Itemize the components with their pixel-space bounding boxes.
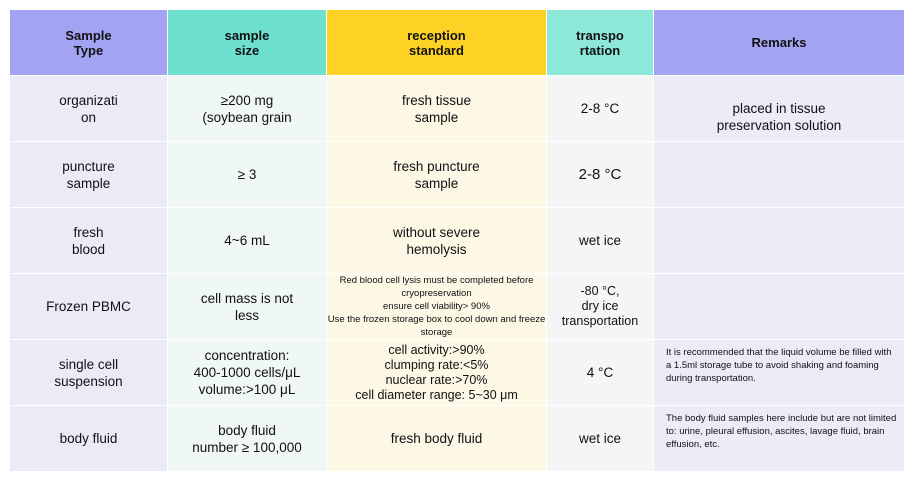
table-row	[10, 406, 905, 472]
cell-reception-standard: cell activity:>90% clumping rate:<5% nuclear rate:>70% cell diameter range: 5~30 μm	[327, 340, 547, 406]
header-sample-size: sample size	[168, 10, 327, 76]
cell-sample-size: ≥200 mg (soybean grain	[168, 76, 327, 142]
sample-requirements-table	[10, 10, 905, 472]
cell-remarks	[654, 208, 905, 274]
cell-transportation: wet ice	[547, 406, 654, 472]
cell-transportation: -80 °C, dry ice transportation	[547, 274, 654, 340]
cell-remarks	[654, 142, 905, 208]
cell-transportation: wet ice	[547, 208, 654, 274]
cell-remarks	[654, 274, 905, 340]
cell-remarks: placed in tissue preservation solution	[654, 76, 905, 142]
cell-sample-size: cell mass is not less	[168, 274, 327, 340]
cell-sample-type: fresh blood	[10, 208, 168, 274]
cell-sample-type: organizati on	[10, 76, 168, 142]
cell-sample-size: body fluid number ≥ 100,000	[168, 406, 327, 472]
cell-sample-type: single cell suspension	[10, 340, 168, 406]
header-reception-standard: reception standard	[327, 10, 547, 76]
cell-transportation: 2-8 °C	[547, 142, 654, 208]
cell-sample-type: body fluid	[10, 406, 168, 472]
cell-transportation: 4 °C	[547, 340, 654, 406]
table-row	[10, 340, 905, 406]
header-sample-type: Sample Type	[10, 10, 168, 76]
cell-reception-standard: Red blood cell lysis must be completed before cryopreservation ensure cell viability> 90% Use the frozen storage box to cool down and freeze storage	[327, 275, 546, 338]
cell-sample-size: 4~6 mL	[168, 208, 327, 274]
table-row	[10, 274, 905, 340]
table-row	[10, 208, 905, 274]
header-transportation: transpo rtation	[547, 10, 654, 76]
table-row	[10, 76, 905, 142]
cell-sample-size: ≥ 3	[168, 142, 327, 208]
cell-transportation: 2-8 °C	[547, 76, 654, 142]
cell-remarks: It is recommended that the liquid volume be filled with a 1.5ml storage tube to avoid shaking and foaming during transportation.	[654, 340, 905, 406]
cell-reception-standard: fresh body fluid	[327, 406, 547, 472]
header-remarks: Remarks	[654, 10, 905, 76]
cell-reception-standard: without severe hemolysis	[327, 208, 547, 274]
header-row	[10, 10, 905, 76]
table-row	[10, 142, 905, 208]
cell-sample-size: concentration: 400-1000 cells/μL volume:>100 μL	[168, 340, 327, 406]
cell-reception-standard: fresh tissue sample	[327, 76, 547, 142]
cell-sample-type: puncture sample	[10, 142, 168, 208]
cell-remarks: The body fluid samples here include but are not limited to: urine, pleural effusion, ascites, lavage fluid, brain effusion, etc.	[654, 406, 905, 472]
cell-reception-standard: fresh puncture sample	[327, 142, 547, 208]
cell-sample-type: Frozen PBMC	[10, 274, 168, 340]
